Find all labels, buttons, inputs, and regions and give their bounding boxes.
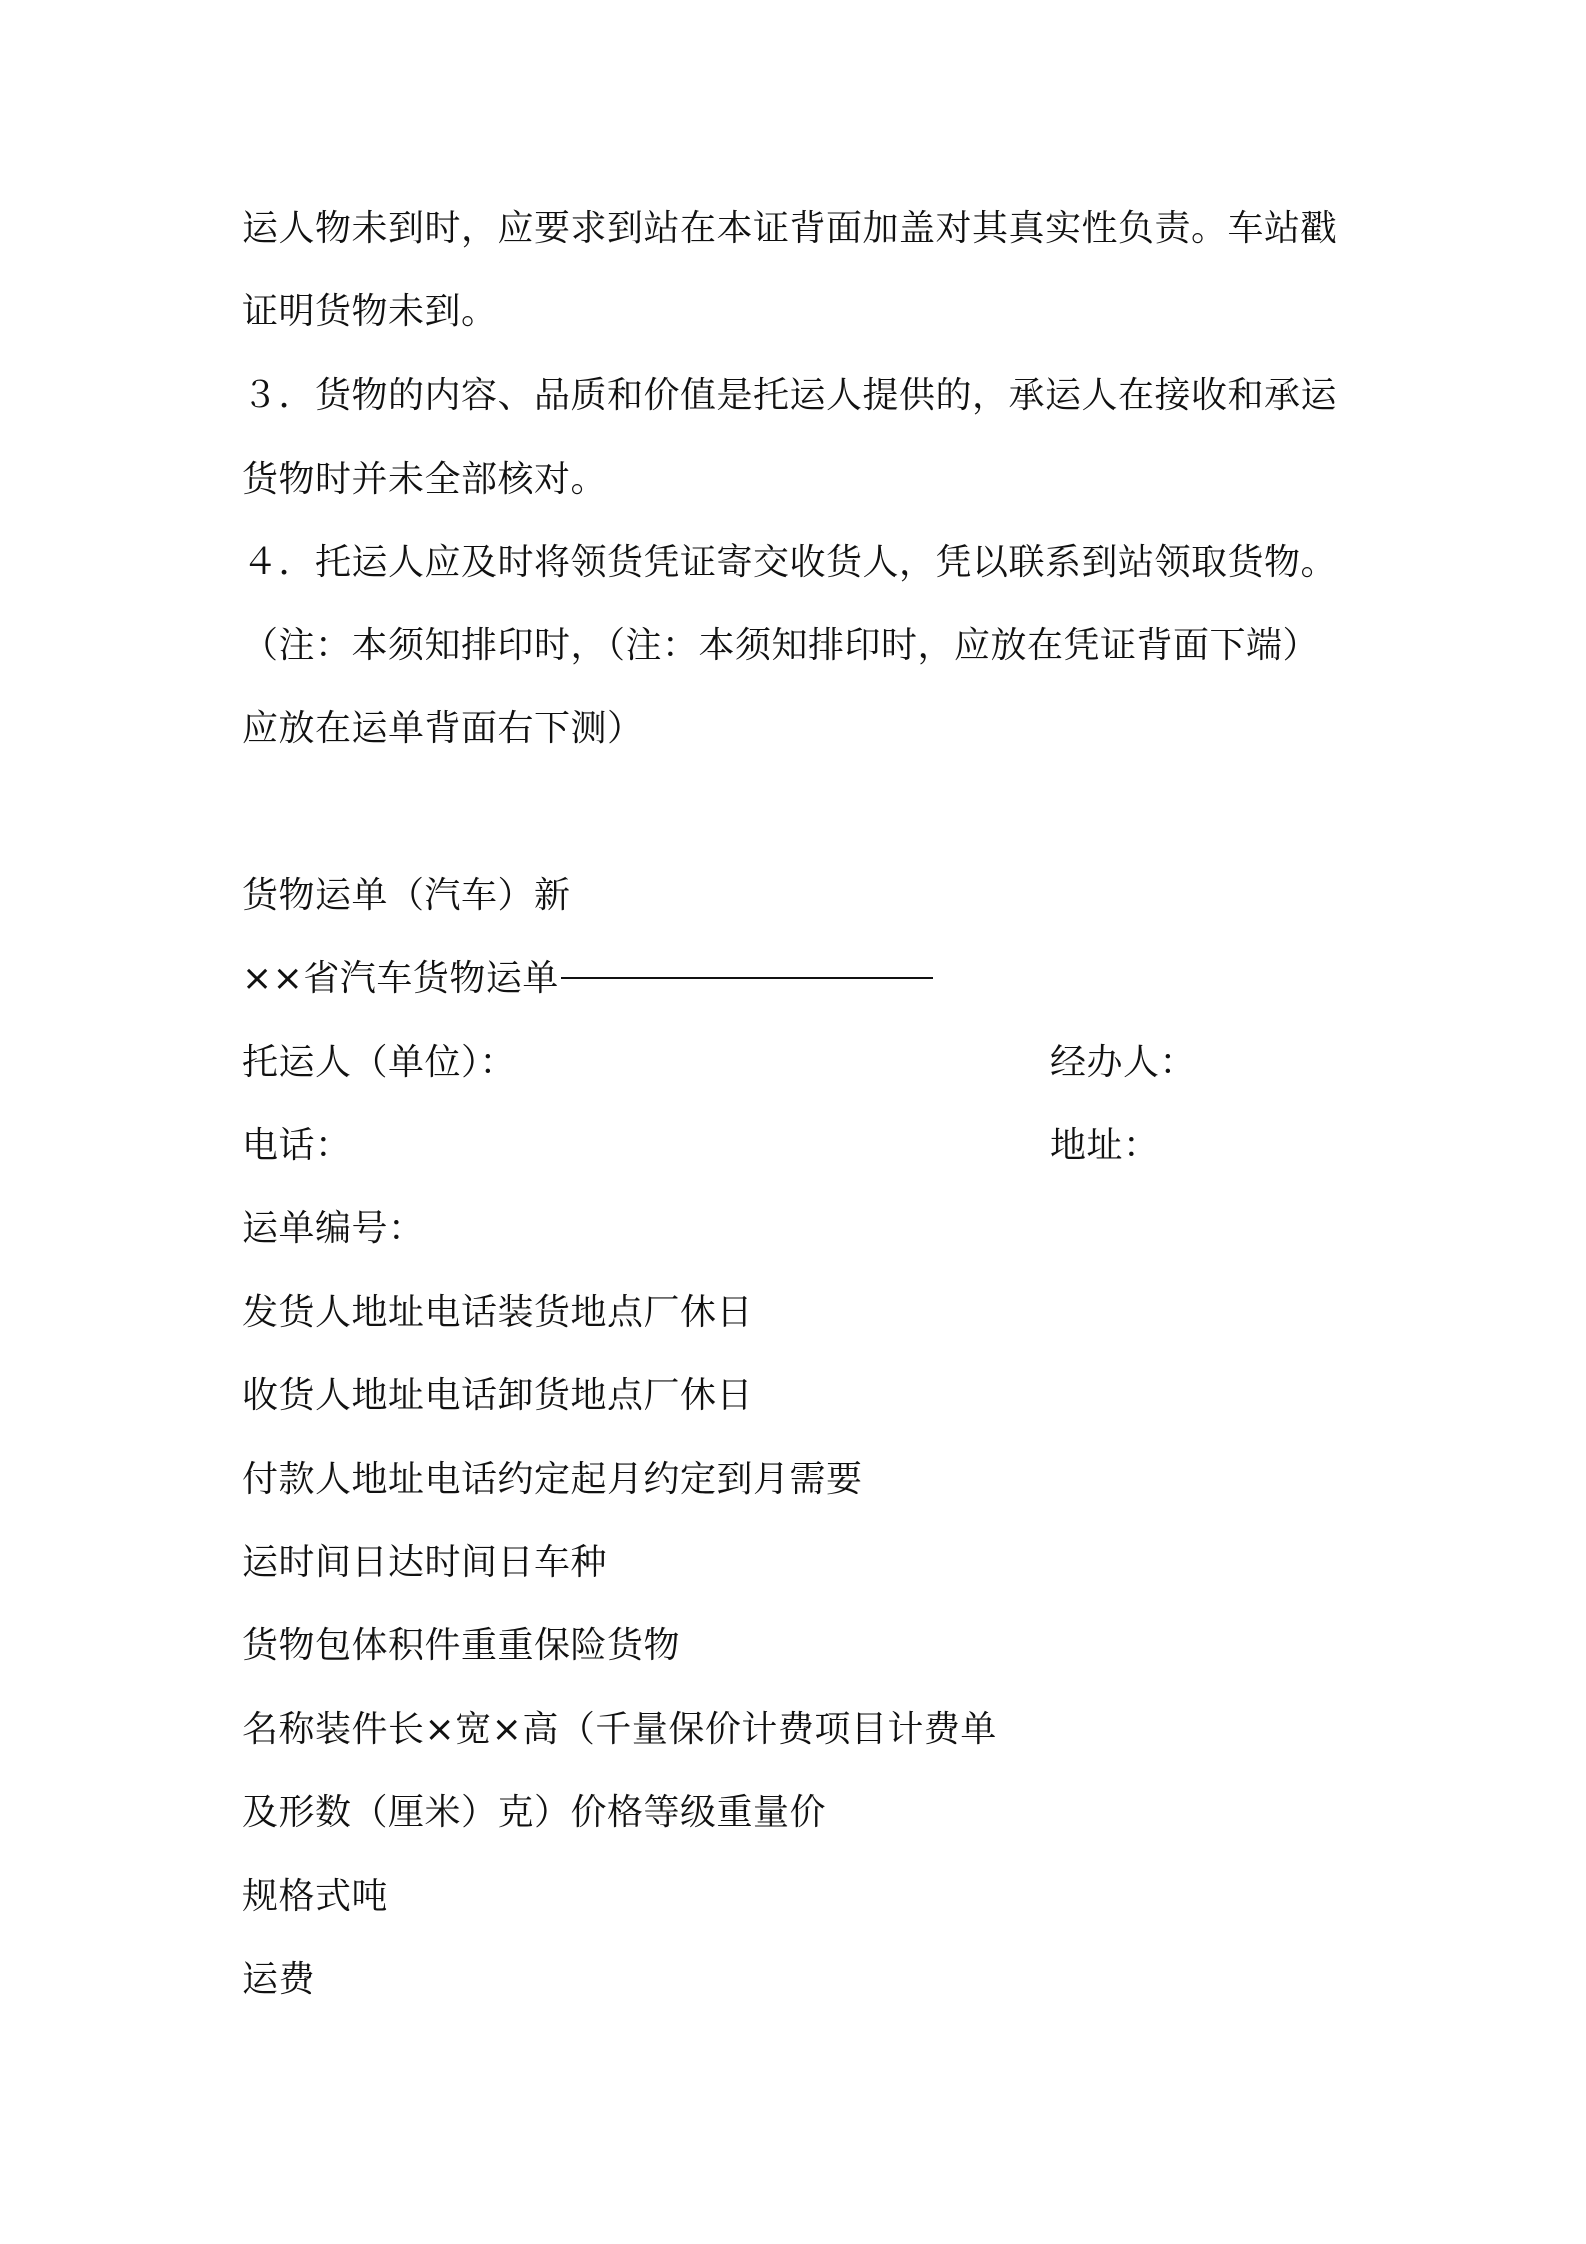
handler-label: 经办人： (1050, 1042, 1197, 1083)
waybill-row-5: 货物包体积件重重保险货物 (242, 1625, 681, 1666)
waybill-row-2: 收货人地址电话卸货地点厂休日 (242, 1375, 754, 1416)
waybill-row-7: 及形数（厘米）克）价格等级重量价 (242, 1792, 827, 1833)
waybill-row-8: 规格式吨 (242, 1876, 389, 1917)
notice-note-line-1: （注：本须知排印时，（注：本须知排印时，应放在凭证背面下端） (242, 625, 1320, 666)
waybill-row-3: 付款人地址电话约定起月约定到月需要 (242, 1459, 863, 1500)
shipper-label: 托运人（单位）： (242, 1042, 517, 1083)
waybill-row-6: 名称装件长×宽×高（千量保价计费项目计费单 (242, 1709, 997, 1750)
notice-item-3-line-2: 货物时并未全部核对。 (242, 459, 608, 500)
waybill-number-label: 运单编号： (242, 1208, 425, 1249)
notice-item-4: ４．托运人应及时将领货凭证寄交收货人，凭以联系到站领取货物。 (242, 542, 1338, 583)
notice-line-1: 运人物未到时，应要求到站在本证背面加盖对其真实性负责。车站戳 (242, 208, 1338, 249)
waybill-row-4: 运时间日达时间日车种 (242, 1542, 608, 1583)
notice-line-2: 证明货物未到。 (242, 291, 498, 332)
phone-label: 电话： (242, 1125, 352, 1166)
waybill-row-1: 发货人地址电话装货地点厂休日 (242, 1292, 754, 1333)
address-label: 地址： (1050, 1125, 1160, 1166)
form-title-row (242, 957, 933, 1001)
shipper-row (242, 1041, 1392, 1085)
notice-item-3-line-1: ３．货物的内容、品质和价值是托运人提供的，承运人在接收和承运 (242, 375, 1338, 416)
form-title: ××省汽车货物运单 (242, 958, 559, 999)
notice-note-line-2: 应放在运单背面右下测） (242, 708, 644, 749)
section-title: 货物运单（汽车）新 (242, 875, 571, 916)
form-title-underline (561, 977, 933, 979)
phone-row (242, 1124, 1392, 1168)
waybill-row-9: 运费 (242, 1959, 316, 2000)
